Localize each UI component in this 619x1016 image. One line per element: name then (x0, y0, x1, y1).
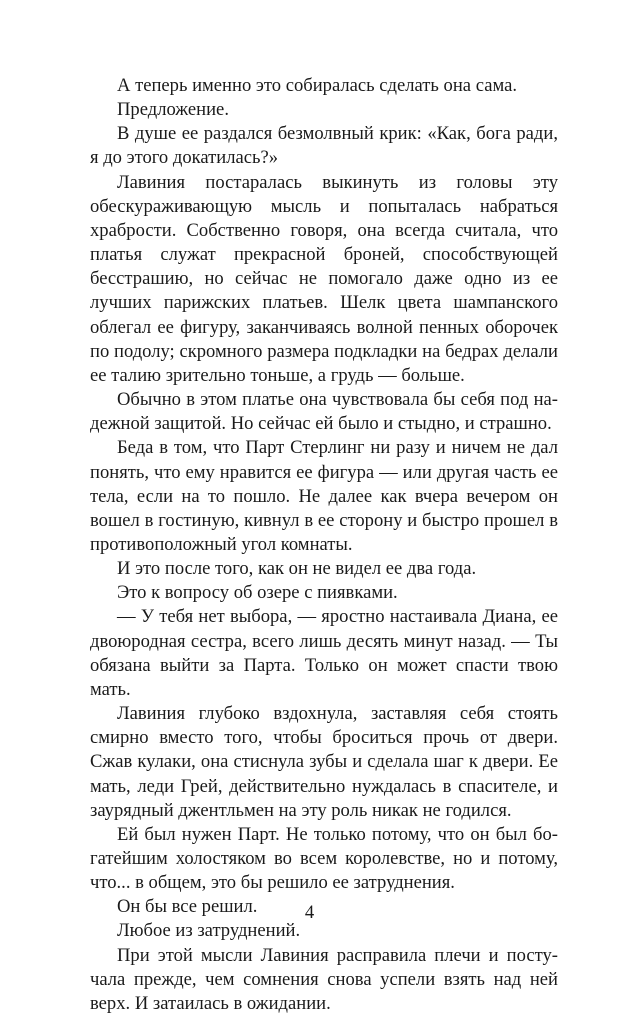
paragraph: Беда в том, что Парт Стерлинг ни разу и ничем не дал понять, что ему нравится ее фигура — или другая часть ее тела, если на то пошло. Не далее как вчера вечером он вошел в гостиную, кивнул в ее сторону и быстро прошел в противоположный угол комнаты. (90, 437, 558, 555)
paragraph: Обычно в этом платье она чувствовала бы себя под надежной защитой. Но сейчас ей было и стыдно, и страшно. (90, 389, 558, 435)
paragraph: — У тебя нет выбора, — яростно настаивала Диана, ее двоюродная сестра, всего лишь десять минут назад. — Ты обязана выйти за Парта. Только он может спасти твою мать. (90, 606, 558, 700)
paragraph: А теперь именно это собиралась сделать она сама. (117, 75, 517, 96)
paragraph: В душе ее раздался безмолвный крик: «Как, бога ради, я до этого докатилась?» (90, 123, 558, 169)
paragraph: При этой мысли Лавиния расправила плечи и постучала прежде, чем сомнения снова успели взять над ней верх. И затаилась в ожидании. (90, 944, 558, 1014)
book-page-text (90, 74, 558, 1016)
paragraph: Любое из затруднений. (117, 920, 301, 942)
paragraph: Лавиния глубоко вздохнула, заставляя себя стоять смирно вместо того, чтобы броситься прочь от двери. Сжав кулаки, она стиснула зубы и сделала шаг к двери. Ее мать, леди Грей, действительно нуждалась в спасителе, и заурядный джентльмен на эту роль никак не годился. (90, 703, 558, 821)
paragraph: Лавиния постаралась выкинуть из головы эту обескураживающую мысль и попыталась набраться храбрости. Собственно говоря, она всегда считала, что платья служат прекрасной броней, способствующей бесстрашию, но сейчас не помогало даже одно из ее лучших парижских платьев. Шелк цвета шампанского облегал ее фигуру, заканчиваясь волной пенных оборочек по подолу; скромного размера подкладки на бедрах делали ее талию зрительно тоньше, а грудь — больше. (90, 171, 558, 386)
paragraph: Предложение. (117, 99, 229, 121)
paragraph: Ей был нужен Парт. Не только потому, что он был богатейшим холостяком во всем королевстве, но и потому, что... в общем, это бы решило ее затруднения. (90, 823, 558, 894)
paragraph: Он бы все решил. (117, 896, 258, 918)
paragraph: Это к вопросу об озере с пиявками. (117, 582, 398, 604)
page-number: 4 (304, 902, 315, 923)
paragraph: И это после того, как он не видел ее два года. (117, 558, 477, 580)
